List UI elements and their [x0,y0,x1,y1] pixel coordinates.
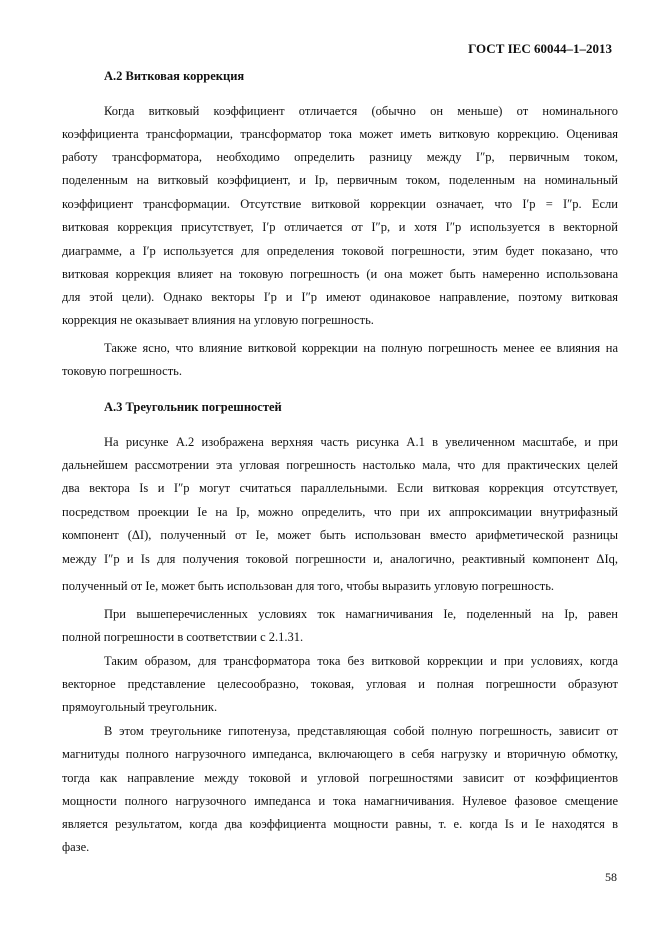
body-line: поделенным на витковый коэффициент, и Ip, первичным током, поделенным на номинальный [62,173,618,187]
body-line: токовую погрешность. [62,364,183,378]
body-line: работу трансформатора, необходимо определить разницу между I″p, первичным током, [62,150,618,164]
body-line: является результатом, когда два коэффициента мощности равны, т. е. когда Is и Iе находятся в [62,817,618,831]
standard-designation: ГОСТ IEC 60044–1–2013 [468,41,612,56]
body-line: полной погрешности в соответствии с 2.1.31. [62,630,304,644]
body-line: Таким образом, для трансформатора тока без витковой коррекции и при условиях, когда [104,654,618,668]
body-line: витковая коррекция присутствует, I′p отличается от I″p, и хотя I″p используется в векторной [62,220,618,234]
body-line: фазе. [62,840,90,854]
body-line: два вектора Is и I″p могут считаться параллельными. Если витковая коррекция отсутствует, [62,481,618,495]
body-line: тогда как направление между токовой и угловой погрешностями зависит от коэффициентов [62,771,618,785]
body-line: полученный от Iе, может быть использован для того, чтобы выразить угловую погрешность. [62,579,555,593]
body-line: коэффициент трансформации. Отсутствие витковой коррекции означает, что I′p = I″p. Если [62,197,618,211]
body-line: витковая коррекция влияет на токовую погрешность (и она может быть намеренно использована [62,267,618,281]
body-line: прямоугольный треугольник. [62,700,218,714]
section-heading-a3: А.3 Треугольник погрешностей [104,400,282,414]
body-line: коэффициента трансформации, трансформатор тока может иметь витковую коррекцию. Оценивая [62,127,618,141]
body-line: коррекция не оказывает влияния на угловую погрешность. [62,313,374,327]
body-line: между I″p и Is для получения токовой погрешности и, аналогично, реактивный компонент ΔIq, [62,552,618,566]
body-line: В этом треугольнике гипотенуза, представляющая собой полную погрешность, зависит от [104,724,618,738]
body-line: Когда витковый коэффициент отличается (обычно он меньше) от номинального [104,104,618,118]
body-line: Также ясно, что влияние витковой коррекции на полную погрешность менее ее влияния на [104,341,618,355]
body-line: На рисунке А.2 изображена верхняя часть рисунка А.1 в увеличенном масштабе, и при [104,435,618,449]
body-line: диаграмме, а I′p используется для определения токовой погрешности, этим будет показано, что [62,244,618,258]
body-line: посредством проекции Iе на Ip, можно определить, что при их аппроксимации внутрифазный [62,505,618,519]
body-line: для этой цели). Однако векторы I′p и I″p имеют одинаковое направление, поэтому витковая [62,290,618,304]
section-heading-a2: А.2 Витковая коррекция [104,69,245,83]
body-line: компонент (ΔI), полученный от Iе, может быть использован вместо арифметической разницы [62,528,618,542]
body-line: При вышеперечисленных условиях ток намагничивания Iе, поделенный на Ip, равен [104,607,618,621]
body-line: дальнейшем рассмотрении эта угловая погрешность настолько мала, что для практических целей [62,458,618,472]
body-line: магнитуды полного нагрузочного импеданса, включающего в себя нагрузку и вторичную обмотку, [62,747,618,761]
body-line: векторное представление целесообразно, токовая, угловая и полная погрешности образуют [62,677,618,691]
body-line: мощности полного нагрузочного импеданса и тока намагничивания. Нулевое фазовое смещение [62,794,618,808]
page-number: 58 [605,870,617,884]
